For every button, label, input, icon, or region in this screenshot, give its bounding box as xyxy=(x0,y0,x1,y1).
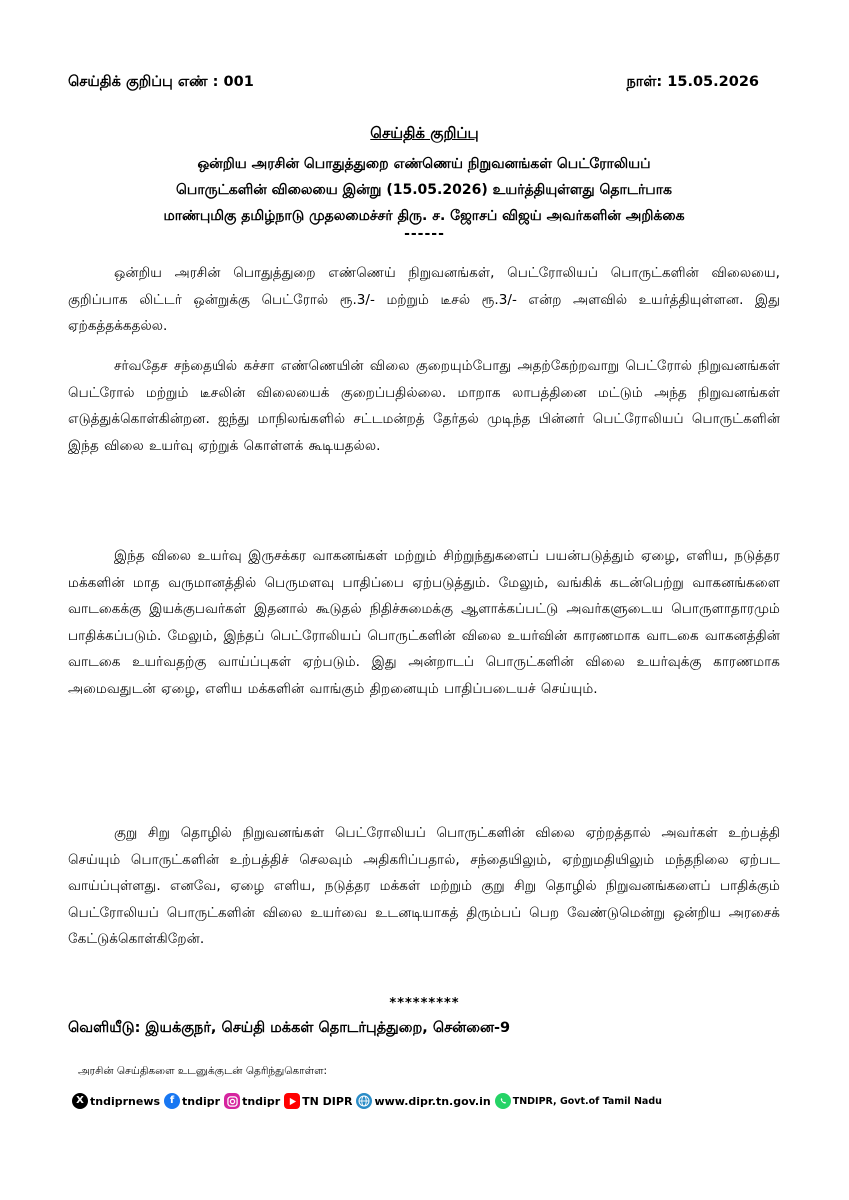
subject-line-2: பொருட்களின் விலையை இன்று (15.05.2026) உயர்த்தியுள்ளது தொடர்பாக xyxy=(176,182,672,198)
document-title: செய்திக் குறிப்பு xyxy=(370,124,479,142)
social-website[interactable] xyxy=(356,1093,490,1109)
social-youtube[interactable] xyxy=(284,1093,352,1109)
subject-heading xyxy=(68,151,780,229)
x-handle: tndiprnews xyxy=(90,1094,161,1108)
social-whatsapp[interactable] xyxy=(495,1093,662,1109)
facebook-handle: tndipr xyxy=(182,1094,221,1108)
paragraph-2: சர்வதேச சந்தையில் கச்சா எண்ணெயின் விலை குறையும்போது அதற்கேற்றவாறு பெட்ரோல் நிறுவனங்கள் பெட்ரோல் மற்றும் டீசலின் விலையைக் குறைப்பதில்லை. மாறாக லாபத்தினை மட்டும் அந்த நிறுவனங்கள் எடுத்துக்கொள்கின்றன. ஐந்து மாநிலங்களில் சட்டமன்றத் தேர்தல் முடிந்த பின்னர் பெட்ரோலியப் பொருட்களின் இந்த விலை உயர்வு ஏற்றுக் கொள்ளக் கூடியதல்ல. xyxy=(68,358,780,454)
social-facebook[interactable] xyxy=(164,1093,220,1109)
heading-divider: ------ xyxy=(404,226,445,242)
globe-icon xyxy=(356,1093,372,1109)
whatsapp-handle: TNDIPR, Govt.of Tamil Nadu xyxy=(512,1095,662,1107)
release-line: வெளியீடு: இயக்குநர், செய்தி மக்கள் தொடர்புத்துறை, சென்னை-9 xyxy=(68,1020,511,1036)
end-marker: ********* xyxy=(389,996,460,1011)
youtube-icon xyxy=(284,1093,300,1109)
subject-line-1: ஒன்றிய அரசின் பொதுத்துறை எண்ணெய் நிறுவனங்கள் பெட்ரோலியப் xyxy=(197,156,651,172)
paragraph-4: குறு சிறு தொழில் நிறுவனங்கள் பெட்ரோலியப் பொருட்களின் விலை ஏற்றத்தால் அவர்கள் உற்பத்தி செய்யும் பொருட்களின் உற்பத்திச் செலவும் அதிகரிப்பதால், சந்தையிலும், ஏற்றுமதியிலும் மந்தநிலை ஏற்பட வாய்ப்புள்ளது. எனவே, ஏழை எளிய, நடுத்தர மக்கள் மற்றும் குறு சிறு தொழில் நிறுவனங்களைப் பாதிக்கும் பெட்ரோலியப் பொருட்களின் விலை உயர்வை உடனடியாகத் திரும்பப் பெற வேண்டுமென்று ஒன்றிய அரசைக் கேட்டுக்கொள்கிறேன். xyxy=(68,825,780,948)
social-instagram[interactable] xyxy=(224,1093,280,1109)
paragraph-1: ஒன்றிய அரசின் பொதுத்துறை எண்ணெய் நிறுவனங்கள், பெட்ரோலியப் பொருட்களின் விலையை, குறிப்பாக லிட்டர் ஒன்றுக்கு பெட்ரோல் ரூ.3/- மற்றும் டீசல் ரூ.3/- என்ற அளவில் உயர்த்தியுள்ளன. இது ஏற்கத்தக்கதல்ல. xyxy=(68,265,780,335)
instagram-icon xyxy=(224,1093,240,1109)
follow-text: அரசின் செய்திகளை உடனுக்குடன் தெரிந்துகொள்ள: xyxy=(78,1065,328,1077)
x-icon: X xyxy=(72,1093,88,1109)
release-date: நாள்: 15.05.2026 xyxy=(626,74,759,90)
paragraph-3: இந்த விலை உயர்வு இருசக்கர வாகனங்கள் மற்றும் சிற்றுந்துகளைப் பயன்படுத்தும் ஏழை, எளிய, நடுத்தர மக்களின் மாத வருமானத்தில் பெருமளவு பாதிப்பை ஏற்படுத்தும். மேலும், வங்கிக் கடன்பெற்று வாகனங்களை வாடகைக்கு இயக்குபவர்கள் இதனால் கூடுதல் நிதிச்சுமைக்கு ஆளாக்கப்பட்டு அவர்களுடைய பொருளாதாரமும் பாதிக்கப்படும். மேலும், இந்தப் பெட்ரோலியப் பொருட்களின் விலை உயர்வின் காரணமாக வாடகை வாகனத்தின் வாடகை உயர்வதற்கு வாய்ப்புகள் ஏற்படும். இது அன்றாடப் பொருட்களின் விலை உயர்வுக்கு காரணமாக அமைவதுடன் ஏழை, எளிய மக்களின் வாங்கும் திறனையும் பாதிப்படையச் செய்யும். xyxy=(68,548,780,697)
note-number: செய்திக் குறிப்பு எண் : 001 xyxy=(68,74,254,90)
subject-line-3: மாண்புமிகு தமிழ்நாடு முதலமைச்சர் திரு. ச. ஜோசப் விஜய் அவர்களின் அறிக்கை xyxy=(163,208,685,224)
facebook-icon: f xyxy=(164,1093,180,1109)
social-links xyxy=(72,1090,662,1112)
youtube-handle: TN DIPR xyxy=(302,1094,353,1108)
website-url: www.dipr.tn.gov.in xyxy=(374,1094,491,1108)
whatsapp-icon xyxy=(495,1093,511,1109)
social-x[interactable] xyxy=(72,1093,160,1109)
instagram-handle: tndipr xyxy=(242,1094,281,1108)
